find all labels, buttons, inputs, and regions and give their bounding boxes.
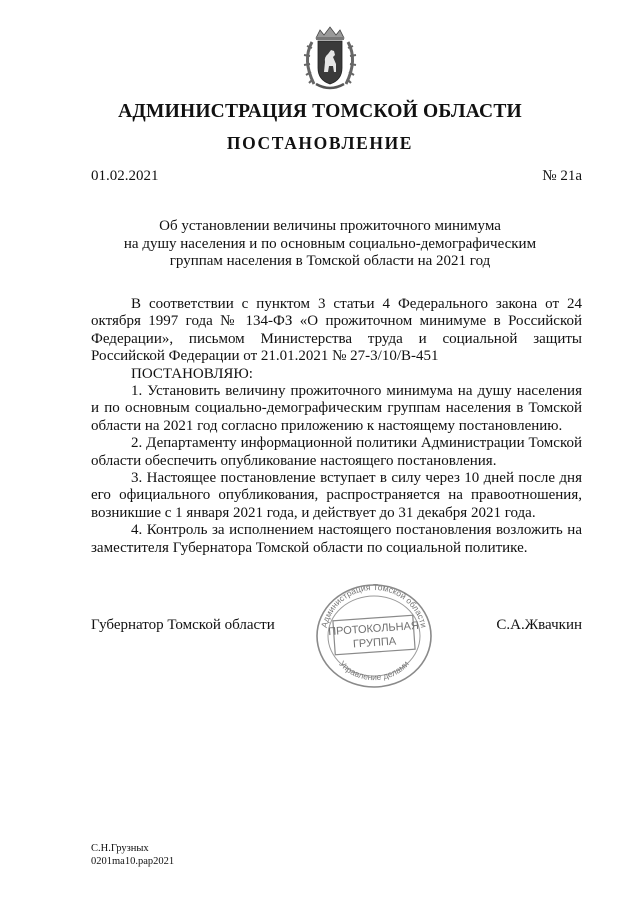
document-title [80, 218, 580, 271]
document-date: 01.02.2021 [91, 168, 159, 184]
file-code: 0201ma10.pap2021 [91, 856, 175, 867]
stamp-ring-text: Управление делами [337, 658, 411, 683]
decree-word: ПОСТАНОВЛЯЮ: [131, 365, 253, 382]
title-line: на душу населения и по основным социально-демографическим [123, 235, 537, 252]
stamp-ring-text: Администрация Томской области [318, 582, 430, 629]
preamble-paragraph: В соответствии с пунктом 3 статьи 4 Федерального закона от 24 октября 1997 года № 134-ФЗ «О прожиточном минимуме в Российской Федерации», письмом Министерства труда и социальной защиты Российской Федерации от 21.01.2021 № 27-3/10/В-451 [91, 296, 582, 365]
svg-text:Управление делами [337, 658, 411, 682]
document-type: ПОСТАНОВЛЕНИЕ [226, 133, 414, 153]
decree-item: 1. Установить величину прожиточного минимума на душу населения и по основным социально-демографическим группам населения в Томской области на 2021 год согласно приложению к настоящему постановлению. [91, 383, 582, 434]
title-line: группам населения в Томской области на 2021 год [169, 253, 491, 269]
title-line: Об установлении величины прожиточного минимума [159, 218, 501, 234]
document-number: № 21а [542, 168, 582, 184]
executor-name: С.Н.Грузных [91, 843, 149, 854]
decree-item: 4. Контроль за исполнением настоящего постановления возложить на заместителя Губернатора Томской области по социальной политике. [91, 522, 582, 556]
stamp-center-text: ПРОТОКОЛЬНАЯ [327, 619, 420, 639]
official-stamp-icon [312, 582, 436, 690]
signatory-position: Губернатор Томской области [91, 617, 275, 633]
signatory-name: С.А.Жвачкин [496, 617, 582, 633]
document-body [91, 296, 582, 557]
executor-block [91, 842, 174, 868]
stamp-center-text: ГРУППА [352, 635, 397, 651]
tomsk-region-coat-of-arms-icon [294, 24, 366, 96]
decree-item: 3. Настоящее постановление вступает в силу через 10 дней после дня его официального опубликования, распространяется на правоотношения, возникшие с 1 января 2021 года, и действует до 31 декабря 2021 года. [91, 470, 582, 521]
decree-item: 2. Департаменту информационной политики Администрации Томской области обеспечить опубликование настоящего постановления. [91, 435, 582, 469]
organization-name: АДМИНИСТРАЦИЯ ТОМСКОЙ ОБЛАСТИ [118, 101, 522, 122]
